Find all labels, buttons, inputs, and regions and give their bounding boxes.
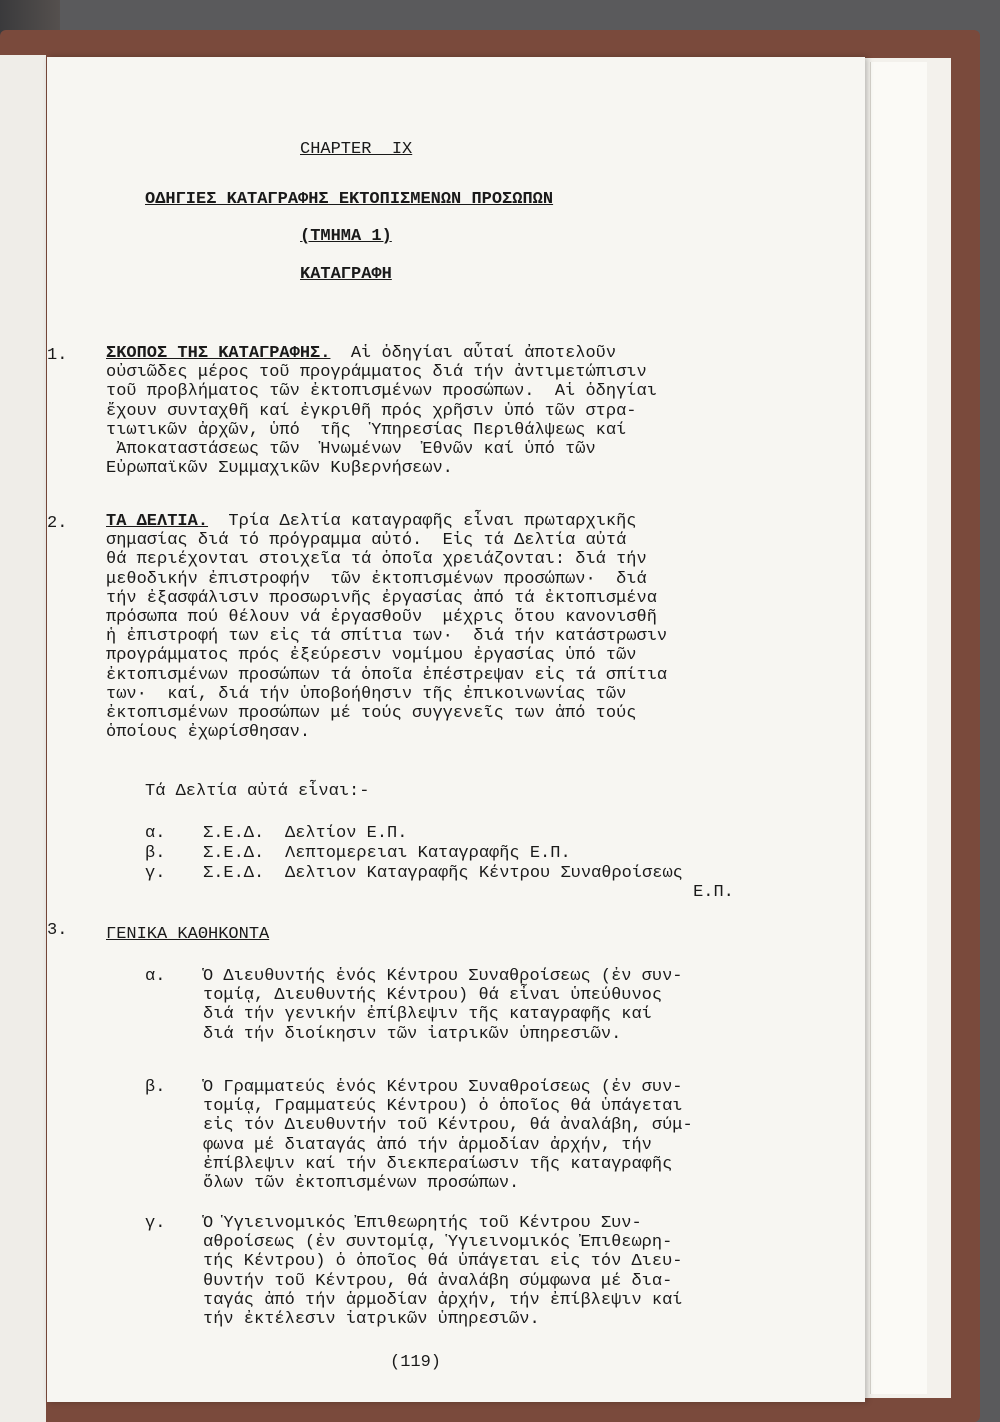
cards-intro: Τά Δελτία αὐτά εἶναι:- [145, 782, 370, 801]
section-2-heading: ΤΑ ΔΕΛΤΙΑ. [106, 512, 209, 531]
page-number: (119) [390, 1353, 442, 1372]
section-1-paragraph [106, 344, 657, 478]
card-item-marker: γ. [145, 864, 166, 883]
section-heading: (ΤΜΗΜΑ 1) [300, 227, 392, 246]
chapter-heading: CHAPTER IX [300, 140, 413, 159]
card-item-code: Σ.Ε.Δ. [203, 844, 265, 863]
left-page-edge [0, 55, 46, 1422]
section-2-paragraph [106, 512, 667, 742]
card-item-text: Δελτίον Ε.Π. [285, 824, 408, 843]
section-number: 2. [47, 514, 68, 533]
page-stack-edge-inner [870, 62, 927, 1394]
card-item-marker: β. [145, 844, 166, 863]
duty-item-marker: α. [145, 967, 166, 986]
section-2-body: Τρία Δελτία καταγραφῆς εἶναι πρωταρχικῆς σημασίας διά τό πρόγραμμα αὐτό. Εἰς τά Δελτία αὐτά θά περιέχονται στοιχεῖα τά ὁποῖα χρειάζονται: διά τήν μεθοδικήν ἐπιστροφήν τῶν ἐκτοπισμένων προσώπων· διά τήν ἐξασφάλισιν προσωρινῆς ἐργασίας ἀπό τά ἐκτοπισμένα πρόσωπα πού θέλουν νά ἐργασθοῦν μέχρις ὅτου κανονισθῆ ἡ ἐπιστροφή των εἰς τά σπίτια των· διά τήν κατάστρωσιν προγράμματος πρός ἐξεύρεσιν νομίμου ἐργασίας ὑπό τῶν ἐκτοπισμένων προσώπων τά ὁποῖα ἐπέστρεψαν εἰς τά σπίτια των· καί, διά τήν ὑποβοήθησιν τῆς ἐπικοινωνίας τῶν ἐκτοπισμένων προσώπων μέ τούς συγγενεῖς των ἀπό τούς ὁποίους ἐχωρίσθησαν. [106, 512, 668, 743]
duty-item-text: Ὁ Διευθυντής ἑνός Κέντρου Συναθροίσεως (ἐν συν- τομίᾳ, Διευθυντής Κέντρου) θά εἶναι ὑπεύθυνος διά τήν γενικήν ἐπίβλεψιν τῆς καταγραφῆς καί διά τήν διοίκησιν τῶν ἰατρικῶν ὑπηρεσιῶν. [203, 967, 683, 1044]
subtitle-heading: ΚΑΤΑΓΡΑΦΗ [300, 265, 392, 284]
card-item-code: Σ.Ε.Δ. [203, 864, 265, 883]
duty-item-marker: β. [145, 1078, 166, 1097]
duty-item-text: Ὁ Γραμματεύς ἑνός Κέντρου Συναθροίσεως (ἐν συν- τομίᾳ, Γραμματεύς Κέντρου) ὁ ὁποῖος θά ὑπάγεται εἰς τόν Διευθυντήν τοῦ Κέντρου, θά ἀναλάβη, σύμ- φωνα μέ διαταγάς ἀπό τήν ἁρμοδίαν ἀρχήν, τήν ἐπίβλεψιν καί τήν διεκπεραίωσιν τῆς καταγραφῆς ὅλων τῶν ἐκτοπισμένων προσώπων. [203, 1078, 693, 1194]
card-item-text: Δελτιον Καταγραφῆς Κέντρου Συναθροίσεως Ε.Π. [285, 864, 734, 903]
section-number: 1. [47, 346, 68, 365]
card-item-marker: α. [145, 824, 166, 843]
duty-item-marker: γ. [145, 1214, 166, 1233]
document-page [47, 57, 865, 1402]
section-1-body: Αἱ ὁδηγίαι αὗταί ἀποτελοῦν οὐσιῶδες μέρος τοῦ προγράμματος διά τήν ἀντιμετώπισιν τοῦ προβλήματος τῶν ἐκτοπισμένων προσώπων. Αἱ ὁδηγίαι ἔχουν συνταχθῆ καί ἐγκριθῆ πρός χρῆσιν ὑπό τῶν στρα- τιωτικῶν ἀρχῶν, ὑπό τῆς Ὑπηρεσίας Περιθάλψεως καί Ἀποκαταστάσεως τῶν Ἡνωμένων Ἐθνῶν καί ὑπό τῶν Εὐρωπαϊκῶν Συμμαχικῶν Κυβερνήσεων. [106, 344, 657, 479]
section-3-heading: ΓΕΝΙΚΑ ΚΑΘΗΚΟΝΤΑ [106, 925, 270, 944]
section-number: 3. [47, 921, 68, 940]
document-title: ΟΔΗΓΙΕΣ ΚΑΤΑΓΡΑΦΗΣ ΕΚΤΟΠΙΣΜΕΝΩΝ ΠΡΟΣΩΠΩΝ [145, 190, 554, 209]
card-item-code: Σ.Ε.Δ. [203, 824, 265, 843]
duty-item-text: Ὁ Ὑγιεινομικός Ἐπιθεωρητής τοῦ Κέντρου Συν- αθροίσεως (ἐν συντομίᾳ, Ὑγιεινομικός Ἐπιθεωρη- τής Κέντρου) ὁ ὁποῖος θά ὑπάγεται εἰς τόν Διευ- θυντήν τοῦ Κέντρου, θά ἀναλάβη σύμφωνα μέ δια- ταγάς ἀπό τήν ἁρμοδίαν ἀρχήν, τήν ἐπίβλεψιν καί τήν ἐκτέλεσιν ἰατρικῶν ὑπηρεσιῶν. [203, 1214, 683, 1330]
card-item-text: Λεπτομερειαι Καταγραφῆς Ε.Π. [285, 844, 571, 863]
section-1-heading: ΣΚΟΠΟΣ ΤΗΣ ΚΑΤΑΓΡΑΦΗΣ. [106, 344, 331, 363]
